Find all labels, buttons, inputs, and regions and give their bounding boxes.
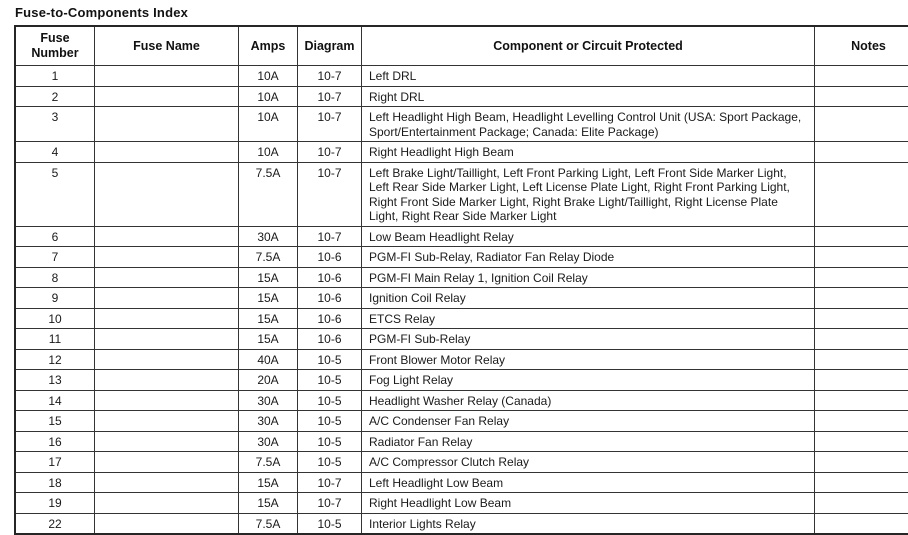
column-header-amps: Amps: [239, 26, 298, 66]
table-row: [15, 288, 908, 309]
table-row: [15, 226, 908, 247]
column-header-fuse-number: Fuse Number: [15, 26, 95, 66]
cell-component: Left Brake Light/Taillight, Left Front Parking Light, Left Front Side Marker Light, Left Rear Side Marker Light, Left License Plate Light, Right Front Parking Light, Right Front Side Marker Light, Right Brake Light/Taillight, Right License Plate Light, Right Rear Side Marker Light: [362, 162, 815, 226]
cell-fuse-name: [95, 308, 239, 329]
cell-diagram: 10-6: [298, 267, 362, 288]
cell-fuse-number: 3: [15, 107, 95, 142]
cell-component: Right DRL: [362, 86, 815, 107]
cell-notes: [815, 349, 908, 370]
cell-fuse-number: 22: [15, 513, 95, 534]
cell-diagram: 10-7: [298, 66, 362, 87]
table-row: [15, 411, 908, 432]
table-row: [15, 493, 908, 514]
table-row: [15, 513, 908, 534]
cell-diagram: 10-7: [298, 493, 362, 514]
cell-component: PGM-FI Sub-Relay, Radiator Fan Relay Diode: [362, 247, 815, 268]
cell-fuse-number: 18: [15, 472, 95, 493]
column-header-fuse-name: Fuse Name: [95, 26, 239, 66]
column-header-diagram: Diagram: [298, 26, 362, 66]
cell-fuse-name: [95, 493, 239, 514]
cell-amps: 30A: [239, 411, 298, 432]
cell-amps: 20A: [239, 370, 298, 391]
cell-fuse-name: [95, 267, 239, 288]
cell-component: Interior Lights Relay: [362, 513, 815, 534]
cell-fuse-name: [95, 390, 239, 411]
cell-notes: [815, 86, 908, 107]
cell-amps: 15A: [239, 493, 298, 514]
page-title: Fuse-to-Components Index: [15, 5, 894, 20]
table-row: [15, 452, 908, 473]
table-row: [15, 267, 908, 288]
cell-fuse-name: [95, 86, 239, 107]
cell-fuse-number: 19: [15, 493, 95, 514]
cell-diagram: 10-6: [298, 247, 362, 268]
cell-component: PGM-FI Sub-Relay: [362, 329, 815, 350]
cell-notes: [815, 226, 908, 247]
cell-diagram: 10-6: [298, 329, 362, 350]
cell-component: Ignition Coil Relay: [362, 288, 815, 309]
cell-diagram: 10-5: [298, 390, 362, 411]
cell-fuse-name: [95, 329, 239, 350]
cell-fuse-number: 7: [15, 247, 95, 268]
cell-fuse-name: [95, 162, 239, 226]
table-row: [15, 349, 908, 370]
cell-diagram: 10-6: [298, 308, 362, 329]
cell-diagram: 10-7: [298, 86, 362, 107]
cell-fuse-number: 4: [15, 142, 95, 163]
cell-amps: 30A: [239, 226, 298, 247]
cell-notes: [815, 107, 908, 142]
cell-diagram: 10-5: [298, 452, 362, 473]
table-row: [15, 431, 908, 452]
cell-amps: 7.5A: [239, 247, 298, 268]
cell-component: Front Blower Motor Relay: [362, 349, 815, 370]
column-header-component-or-circuit-protected: Component or Circuit Protected: [362, 26, 815, 66]
cell-notes: [815, 142, 908, 163]
cell-fuse-number: 5: [15, 162, 95, 226]
cell-component: A/C Compressor Clutch Relay: [362, 452, 815, 473]
cell-notes: [815, 247, 908, 268]
cell-amps: 15A: [239, 472, 298, 493]
cell-fuse-number: 14: [15, 390, 95, 411]
table-row: [15, 162, 908, 226]
column-header-notes: Notes: [815, 26, 908, 66]
cell-fuse-name: [95, 349, 239, 370]
cell-fuse-number: 6: [15, 226, 95, 247]
cell-amps: 15A: [239, 308, 298, 329]
cell-diagram: 10-7: [298, 226, 362, 247]
cell-component: Left DRL: [362, 66, 815, 87]
cell-amps: 30A: [239, 431, 298, 452]
cell-diagram: 10-7: [298, 162, 362, 226]
cell-component: Fog Light Relay: [362, 370, 815, 391]
cell-diagram: 10-7: [298, 107, 362, 142]
cell-fuse-name: [95, 513, 239, 534]
cell-notes: [815, 472, 908, 493]
cell-amps: 40A: [239, 349, 298, 370]
cell-notes: [815, 411, 908, 432]
cell-diagram: 10-5: [298, 431, 362, 452]
cell-notes: [815, 513, 908, 534]
cell-notes: [815, 66, 908, 87]
cell-fuse-number: 9: [15, 288, 95, 309]
cell-notes: [815, 390, 908, 411]
table-row: [15, 107, 908, 142]
table-row: [15, 142, 908, 163]
cell-fuse-number: 1: [15, 66, 95, 87]
cell-amps: 10A: [239, 107, 298, 142]
cell-fuse-number: 13: [15, 370, 95, 391]
cell-diagram: 10-5: [298, 411, 362, 432]
table-row: [15, 329, 908, 350]
cell-notes: [815, 267, 908, 288]
cell-component: Headlight Washer Relay (Canada): [362, 390, 815, 411]
table-body: [15, 66, 908, 535]
cell-fuse-name: [95, 431, 239, 452]
table-header: [15, 26, 908, 66]
cell-amps: 10A: [239, 142, 298, 163]
table-row: [15, 370, 908, 391]
cell-amps: 15A: [239, 288, 298, 309]
cell-amps: 30A: [239, 390, 298, 411]
table-row: [15, 247, 908, 268]
cell-fuse-name: [95, 411, 239, 432]
cell-fuse-name: [95, 288, 239, 309]
cell-notes: [815, 288, 908, 309]
cell-diagram: 10-7: [298, 142, 362, 163]
cell-fuse-name: [95, 66, 239, 87]
cell-fuse-number: 2: [15, 86, 95, 107]
cell-fuse-name: [95, 142, 239, 163]
cell-notes: [815, 370, 908, 391]
cell-component: PGM-FI Main Relay 1, Ignition Coil Relay: [362, 267, 815, 288]
cell-component: A/C Condenser Fan Relay: [362, 411, 815, 432]
cell-fuse-number: 16: [15, 431, 95, 452]
cell-diagram: 10-7: [298, 472, 362, 493]
cell-fuse-name: [95, 452, 239, 473]
table-row: [15, 66, 908, 87]
cell-fuse-name: [95, 370, 239, 391]
cell-fuse-number: 17: [15, 452, 95, 473]
cell-amps: 7.5A: [239, 162, 298, 226]
table-row: [15, 308, 908, 329]
table-row: [15, 472, 908, 493]
cell-amps: 7.5A: [239, 513, 298, 534]
cell-fuse-number: 15: [15, 411, 95, 432]
cell-notes: [815, 493, 908, 514]
cell-amps: 10A: [239, 66, 298, 87]
cell-fuse-name: [95, 472, 239, 493]
cell-diagram: 10-6: [298, 288, 362, 309]
cell-component: Radiator Fan Relay: [362, 431, 815, 452]
cell-diagram: 10-5: [298, 349, 362, 370]
cell-diagram: 10-5: [298, 370, 362, 391]
cell-fuse-name: [95, 226, 239, 247]
header-row: [15, 26, 908, 66]
cell-fuse-number: 11: [15, 329, 95, 350]
cell-fuse-name: [95, 247, 239, 268]
table-row: [15, 86, 908, 107]
cell-component: Left Headlight High Beam, Headlight Levelling Control Unit (USA: Sport Package, Sport/Entertainment Package; Canada: Elite Package): [362, 107, 815, 142]
cell-fuse-name: [95, 107, 239, 142]
cell-component: Low Beam Headlight Relay: [362, 226, 815, 247]
cell-fuse-number: 10: [15, 308, 95, 329]
cell-component: ETCS Relay: [362, 308, 815, 329]
cell-amps: 10A: [239, 86, 298, 107]
cell-component: Left Headlight Low Beam: [362, 472, 815, 493]
cell-fuse-number: 12: [15, 349, 95, 370]
cell-amps: 15A: [239, 329, 298, 350]
cell-notes: [815, 308, 908, 329]
cell-diagram: 10-5: [298, 513, 362, 534]
cell-notes: [815, 431, 908, 452]
cell-component: Right Headlight High Beam: [362, 142, 815, 163]
cell-notes: [815, 329, 908, 350]
cell-fuse-number: 8: [15, 267, 95, 288]
cell-amps: 7.5A: [239, 452, 298, 473]
cell-amps: 15A: [239, 267, 298, 288]
table-row: [15, 390, 908, 411]
cell-notes: [815, 452, 908, 473]
cell-notes: [815, 162, 908, 226]
fuse-index-table: [14, 25, 908, 535]
cell-component: Right Headlight Low Beam: [362, 493, 815, 514]
